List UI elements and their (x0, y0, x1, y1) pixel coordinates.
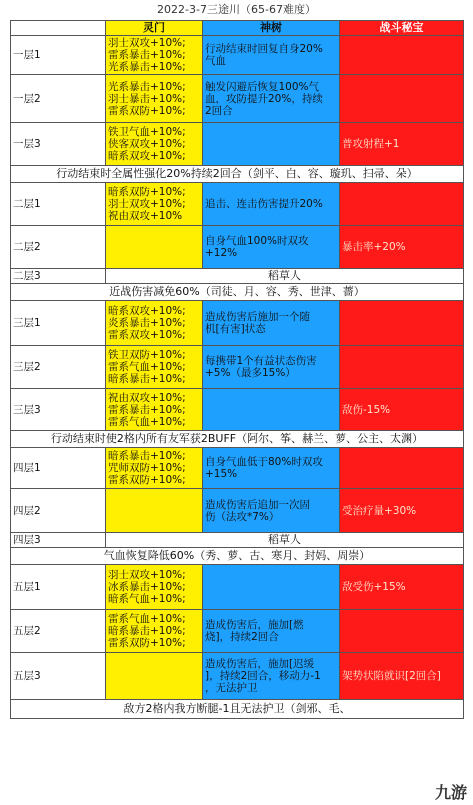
floor-label: 三层1 (11, 301, 106, 346)
divine-tree-cell-line: ，无法护卫 (205, 682, 258, 694)
divine-tree-cell-line: 自身气血100%时双攻 (205, 235, 309, 247)
battle-treasure-cell (340, 75, 464, 123)
divine-tree-cell-line: 造成伤害后施加一个随 (205, 311, 310, 323)
divine-tree-cell (203, 653, 340, 700)
battle-treasure-cell (340, 489, 464, 533)
floor-label: 五层1 (11, 565, 106, 610)
table-row (11, 301, 464, 346)
table-row (11, 431, 464, 448)
spirit-gate-cell-line: 祝由双攻+10% (108, 210, 183, 222)
header-cell: 灵门 (106, 21, 203, 36)
header-cell: 战斗秘宝 (340, 21, 464, 36)
spirit-gate-cell (106, 565, 203, 610)
spirit-gate-cell-line: 光系暴击+10%; (108, 61, 186, 73)
battle-treasure-cell-line: 架势状陷就识[2回合] (342, 670, 441, 682)
divine-tree-cell-line: 行动结束时回复自身20% (205, 43, 323, 55)
divine-tree-cell-line: +5%（最多15%） (205, 367, 296, 379)
spirit-gate-cell (106, 346, 203, 389)
divine-tree-cell-line: 烧]，持续2回合 (205, 631, 279, 643)
spirit-gate-cell (106, 183, 203, 226)
battle-treasure-cell (340, 183, 464, 226)
battle-treasure-cell-line: 普攻射程+1 (342, 138, 400, 150)
spirit-gate-cell-line: 雷系暴击+10%; (108, 49, 186, 61)
table-row (11, 565, 464, 610)
table-row (11, 610, 464, 653)
floor-effect-banner: 行动结束时全属性强化20%持续2回合（剑平、白、容、璇玑、扫帚、朵） (11, 166, 464, 183)
spirit-gate-cell-line: 侠客双攻+10%; (108, 138, 186, 150)
spirit-gate-cell-line: 雷系双防+10%; (108, 474, 186, 486)
table-row (11, 183, 464, 226)
table-row (11, 269, 464, 284)
divine-tree-cell (203, 36, 340, 75)
spirit-gate-cell-line: 炎系暴击+10%; (108, 317, 186, 329)
spirit-gate-cell-line: 咒师双防+10%; (108, 462, 186, 474)
spirit-gate-cell (106, 123, 203, 166)
spirit-gate-cell-line: 铁卫双防+10%; (108, 349, 186, 361)
divine-tree-cell-line: 气血 (205, 55, 226, 67)
spirit-gate-cell (106, 653, 203, 700)
battle-treasure-cell (340, 565, 464, 610)
table-row (11, 166, 464, 183)
spirit-gate-cell-line: 雷系暴击+10%; (108, 403, 186, 416)
divine-tree-cell-line: 机[有害]状态 (205, 323, 266, 335)
table-row (11, 75, 464, 123)
floor-label: 一层2 (11, 75, 106, 123)
divine-tree-cell-line: +12% (205, 247, 238, 259)
spirit-gate-cell-line: 暗系双防+10%; (108, 186, 186, 198)
floor-label: 四层1 (11, 448, 106, 489)
spirit-gate-cell (106, 389, 203, 431)
battle-treasure-cell (340, 448, 464, 489)
divine-tree-cell-line: 自身气血低于80%时双攻 (205, 456, 323, 468)
spirit-gate-cell-line: 羽士双攻+10%; (108, 198, 186, 210)
spirit-gate-cell-line: 祝由双攻+10%; (108, 391, 186, 404)
watermark-logo: 九游 (434, 783, 467, 802)
divine-tree-cell (203, 75, 340, 123)
dungeon-buff-table (10, 20, 464, 719)
floor-label: 五层2 (11, 610, 106, 653)
divine-tree-cell-line: 造成伤害后，施加[燃 (205, 619, 304, 631)
table-row (11, 226, 464, 269)
floor-effect-banner: 敌方2格内我方断腿-1且无法护卫（剑邪、毛、 (11, 700, 464, 719)
battle-treasure-cell (340, 389, 464, 431)
battle-treasure-cell (340, 653, 464, 700)
divine-tree-cell-line: 造成伤害后，施加[迟缓 (205, 658, 315, 670)
battle-treasure-cell-line: 受治疗量+30% (342, 504, 417, 517)
battle-treasure-cell-line: 暴击率+20% (342, 241, 406, 253)
spirit-gate-cell-line: 雷系双防+10%; (108, 637, 186, 649)
divine-tree-cell-line: 血，攻防提升20%，持续 (205, 92, 323, 105)
spirit-gate-cell-line: 铁卫气血+10%; (108, 126, 186, 138)
spirit-gate-cell (106, 301, 203, 346)
battle-treasure-cell (340, 610, 464, 653)
divine-tree-cell (203, 123, 340, 166)
table-row (11, 346, 464, 389)
divine-tree-cell (203, 183, 340, 226)
divine-tree-cell (203, 226, 340, 269)
header-cell (11, 21, 106, 36)
scarecrow-cell: 稻草人 (106, 533, 464, 548)
divine-tree-cell-line: 触发闪避后恢复100%气 (205, 80, 320, 93)
divine-tree-cell (203, 610, 340, 653)
table-row (11, 389, 464, 431)
floor-label: 三层3 (11, 389, 106, 431)
table-row (11, 284, 464, 301)
table-row (11, 36, 464, 75)
table-row (11, 653, 464, 700)
spirit-gate-cell-line: 雷系气血+10%; (108, 415, 186, 428)
spirit-gate-cell-line: 暗系暴击+10%; (108, 625, 186, 637)
table-row (11, 548, 464, 565)
battle-treasure-cell (340, 226, 464, 269)
divine-tree-cell (203, 489, 340, 533)
header-cell: 神树 (203, 21, 340, 36)
spirit-gate-cell-line: 冰系暴击+10%; (108, 581, 186, 593)
spirit-gate-cell-line: 雷系双攻+10%; (108, 329, 186, 341)
spirit-gate-cell-line: 雷系双防+10%; (108, 104, 186, 117)
spirit-gate-cell-line: 羽士暴击+10%; (108, 92, 186, 105)
spirit-gate-cell-line: 暗系双攻+10%; (108, 150, 186, 162)
floor-label: 二层1 (11, 183, 106, 226)
table-row (11, 700, 464, 719)
battle-treasure-cell (340, 346, 464, 389)
battle-treasure-cell (340, 301, 464, 346)
spirit-gate-cell (106, 489, 203, 533)
spirit-gate-cell-line: 雷系气血+10%; (108, 361, 186, 373)
divine-tree-cell (203, 301, 340, 346)
floor-label: 一层1 (11, 36, 106, 75)
floor-label: 四层3 (11, 533, 106, 548)
scarecrow-cell: 稻草人 (106, 269, 464, 284)
battle-treasure-cell (340, 36, 464, 75)
divine-tree-cell (203, 389, 340, 431)
spirit-gate-cell-line: 光系暴击+10%; (108, 80, 186, 93)
divine-tree-cell (203, 346, 340, 389)
spirit-gate-cell-line: 暗系暴击+10%; (108, 450, 186, 462)
spirit-gate-cell-line: 暗系暴击+10%; (108, 373, 186, 385)
divine-tree-cell (203, 448, 340, 489)
table-row (11, 448, 464, 489)
divine-tree-cell-line: +15% (205, 468, 238, 480)
floor-label: 二层2 (11, 226, 106, 269)
spirit-gate-cell (106, 36, 203, 75)
spirit-gate-cell-line: 暗系气血+10%; (108, 593, 186, 605)
floor-effect-banner: 气血恢复降低60%（秀、萝、古、寒月、封妈、周崇） (11, 548, 464, 565)
divine-tree-cell-line: 2回合 (205, 104, 233, 117)
floor-label: 五层3 (11, 653, 106, 700)
divine-tree-cell-line: 造成伤害后追加一次固 (205, 498, 310, 511)
spirit-gate-cell (106, 610, 203, 653)
divine-tree-cell-line: 伤（法攻*7%） (205, 510, 280, 523)
table-row (11, 533, 464, 548)
spirit-gate-cell (106, 75, 203, 123)
battle-treasure-cell (340, 123, 464, 166)
spirit-gate-cell (106, 226, 203, 269)
spirit-gate-cell-line: 羽士双攻+10%; (108, 569, 186, 581)
floor-label: 四层2 (11, 489, 106, 533)
divine-tree-cell-line: ]，持续2回合，移动力-1 (205, 670, 321, 682)
floor-effect-banner: 行动结束时使2格内所有友军获2BUFF（阿尔、筝、赫兰、萝、公主、太渊） (11, 431, 464, 448)
floor-label: 三层2 (11, 346, 106, 389)
battle-treasure-cell-line: 敌伤-15% (342, 403, 391, 416)
spirit-gate-cell-line: 雷系气血+10%; (108, 613, 186, 625)
floor-effect-banner: 近战伤害减免60%（司徒、月、容、秀、世津、薔） (11, 284, 464, 301)
spirit-gate-cell-line: 暗系双攻+10%; (108, 305, 186, 317)
table-row (11, 123, 464, 166)
floor-label: 二层3 (11, 269, 106, 284)
spirit-gate-cell (106, 448, 203, 489)
floor-label: 一层3 (11, 123, 106, 166)
spirit-gate-cell-line: 羽士双攻+10%; (108, 37, 186, 49)
divine-tree-cell (203, 565, 340, 610)
divine-tree-cell-line: 追击、连击伤害提升20% (205, 198, 323, 210)
sheet-title: 2022-3-7三途川（65-67难度） (157, 3, 316, 16)
table-row (11, 489, 464, 533)
divine-tree-cell-line: 每携带1个有益状态伤害 (205, 355, 317, 367)
battle-treasure-cell-line: 敌受伤+15% (342, 581, 406, 593)
